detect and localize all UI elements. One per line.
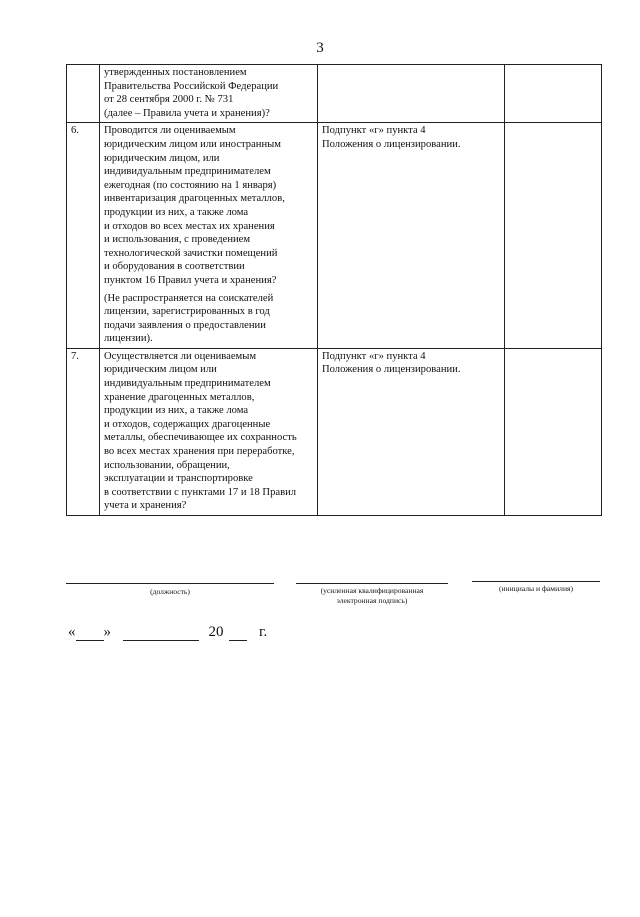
answer-cell (505, 348, 602, 515)
row-number (67, 65, 100, 123)
date-open-quote: « (68, 624, 76, 640)
question-line: продукции из них, а также лома (104, 206, 249, 218)
question-cell (100, 123, 318, 349)
question-line: продукции из них, а также лома (104, 405, 249, 417)
question-line: пунктом 16 Правил учета и хранения? (104, 274, 277, 286)
question-line: Правительства Российской Федерации (104, 80, 279, 92)
question-line: утвержденных постановлением (104, 67, 247, 78)
month-blank (123, 626, 199, 641)
question-note (104, 292, 314, 346)
signature-line (296, 583, 448, 584)
reference-line: Положения о лицензировании. (322, 364, 461, 376)
question-line: Проводится ли оцениваемым (104, 125, 236, 137)
question-line: технологической зачистки помещений (104, 247, 278, 259)
question-line: использовании, обращении, (104, 459, 230, 471)
question-line: эксплуатации и транспортировке (104, 473, 253, 485)
page-number: 3 (316, 40, 324, 56)
date-close-quote: » (103, 624, 111, 640)
reference-line: Подпункт «г» пункта 4 (322, 125, 426, 137)
question-line: юридическим лицом или иностранным (104, 138, 281, 150)
reference-line: Положения о лицензировании. (322, 138, 461, 150)
question-line: и отходов во всех местах их хранения (104, 220, 275, 232)
table-row (67, 348, 602, 515)
reference-cell (318, 123, 505, 349)
name-line (472, 581, 600, 582)
date-line (68, 624, 267, 641)
signature-caption-2: электронная подпись) (336, 596, 408, 605)
table-row (67, 65, 602, 123)
question-line: и использования, с проведением (104, 234, 251, 246)
question-line: во всех местах хранения при переработке, (104, 446, 295, 458)
note-line: лицензии, зарегистрированных в год (104, 306, 270, 318)
year-blank (229, 626, 247, 641)
reference-cell (318, 348, 505, 515)
year-prefix: 20 (208, 624, 224, 640)
question-line: (далее – Правила учета и хранения)? (104, 107, 270, 119)
reference-line: Подпункт «г» пункта 4 (322, 350, 426, 362)
row-number: 7. (67, 348, 100, 515)
question-line: инвентаризация драгоценных металлов, (104, 193, 285, 205)
answer-cell (505, 65, 602, 123)
question-line: металлы, обеспечивающее их сохранность (104, 432, 297, 444)
table-row (67, 123, 602, 349)
question-line: и оборудования в соответствии (104, 261, 245, 273)
position-caption: (должность) (150, 587, 190, 596)
question-line: от 28 сентября 2000 г. № 731 (104, 94, 234, 106)
question-line: ежегодная (по состоянию на 1 января) (104, 179, 277, 191)
question-line: индивидуальным предпринимателем (104, 378, 271, 390)
note-line: подачи заявления о предоставлении (104, 319, 266, 331)
question-cell (100, 65, 318, 123)
checklist-table (66, 64, 602, 516)
position-line (66, 583, 274, 584)
question-line: юридическим лицом, или (104, 152, 220, 164)
question-line: юридическим лицом или (104, 364, 217, 376)
question-line: учета и хранения? (104, 500, 187, 512)
question-line: хранение драгоценных металлов, (104, 391, 255, 403)
question-line: индивидуальным предпринимателем (104, 166, 271, 178)
question-line: в соответствии с пунктами 17 и 18 Правил (104, 486, 297, 498)
signature-caption-1: (усиленная квалифицированная (320, 586, 424, 595)
question-line: Осуществляется ли оцениваемым (104, 350, 257, 362)
day-blank (76, 626, 104, 641)
note-line: лицензии). (104, 333, 153, 345)
question-cell (100, 348, 318, 515)
question-line: и отходов, содержащих драгоценные (104, 418, 271, 430)
answer-cell (505, 123, 602, 349)
row-number: 6. (67, 123, 100, 349)
year-suffix: г. (259, 624, 268, 640)
note-line: (Не распространяется на соискателей (104, 292, 274, 304)
reference-cell (318, 65, 505, 123)
name-caption: (инициалы и фамилия) (498, 584, 574, 593)
